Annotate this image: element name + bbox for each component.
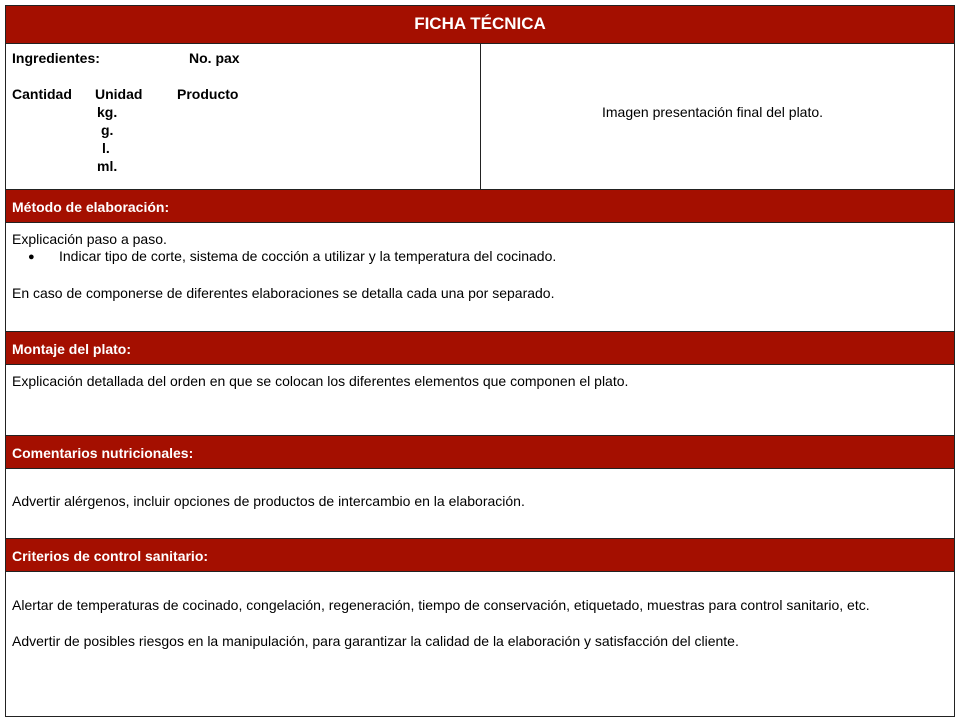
sanitary-header-label: Criterios de control sanitario: <box>12 548 209 564</box>
sheet-title: FICHA TÉCNICA <box>414 14 546 33</box>
sanitary-text-2: Advertir de posibles riesgos en la manipulación, para garantizar la calidad de la elaboración y satisfacción del cliente. <box>12 633 739 649</box>
method-body <box>6 223 954 331</box>
column-divider <box>480 44 481 190</box>
unit-ml: ml. <box>97 158 118 174</box>
image-placeholder: Imagen presentación final del plato. <box>602 104 824 120</box>
nutrition-text: Advertir alérgenos, incluir opciones de productos de intercambio en la elaboración. <box>12 493 525 509</box>
sanitary-body <box>6 572 954 716</box>
nutrition-body <box>6 469 954 538</box>
unit-kg: kg. <box>97 104 118 120</box>
method-header <box>6 189 954 223</box>
unit-g: g. <box>101 122 114 138</box>
col-unit: Unidad <box>95 86 143 102</box>
nutrition-header <box>6 435 954 469</box>
method-header-label: Método de elaboración: <box>12 199 170 215</box>
method-note: En caso de componerse de diferentes elaboraciones se detalla cada una por separado. <box>12 285 555 301</box>
ingredients-label: Ingredientes: <box>12 50 100 66</box>
method-intro: Explicación paso a paso. <box>12 231 167 247</box>
plating-text: Explicación detallada del orden en que se colocan los diferentes elementos que componen el plato. <box>12 373 629 389</box>
unit-l: l. <box>102 140 110 156</box>
nutrition-header-label: Comentarios nutricionales: <box>12 445 194 461</box>
technical-sheet <box>5 5 955 717</box>
col-quantity: Cantidad <box>12 86 72 102</box>
bullet-icon: ● <box>28 251 35 263</box>
col-product: Producto <box>177 86 239 102</box>
plating-header <box>6 331 954 365</box>
title-band <box>6 6 954 44</box>
sanitary-header <box>6 538 954 572</box>
plating-body <box>6 365 954 435</box>
plating-header-label: Montaje del plato: <box>12 341 131 357</box>
pax-label: No. pax <box>189 50 240 66</box>
sanitary-text-1: Alertar de temperaturas de cocinado, congelación, regeneración, tiempo de conservación, etiquetado, muestras para control sanitario, etc. <box>12 597 870 613</box>
method-bullet: Indicar tipo de corte, sistema de cocción a utilizar y la temperatura del cocinado. <box>59 248 557 264</box>
